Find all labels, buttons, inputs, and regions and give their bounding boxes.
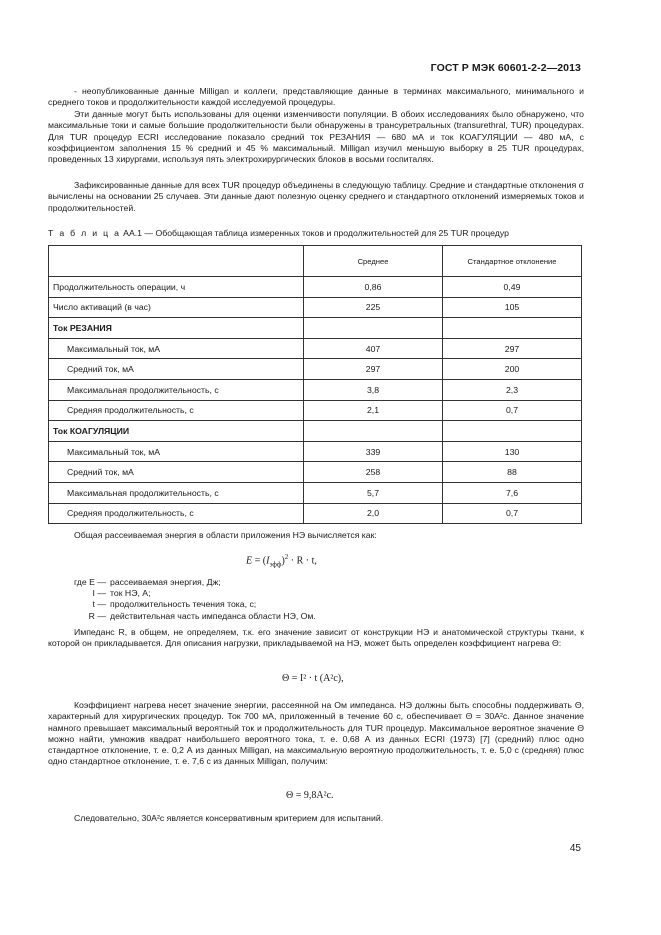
definition-row: t — продолжительность течения тока, с;	[92, 599, 257, 610]
page-number: 45	[569, 843, 581, 854]
summary-table	[48, 245, 582, 524]
header-cell-mean: Среднее	[304, 246, 443, 277]
row-label: Максимальный ток, мА	[49, 338, 304, 359]
row-sd: 200	[443, 359, 582, 380]
row-label: Средний ток, мА	[49, 462, 304, 483]
table-row	[49, 359, 582, 380]
paragraph-3: Зафиксированные данные для всех TUR процедур объединены в следующую таблицу. Средние и стандартные отклонения σ вычислены на основании 25 случаев. Эти данные дают полезную оценку среднего и стандартного отклонений измеряемых токов и продолжительностей.	[48, 180, 584, 213]
row-label: Максимальная продолжительность, с	[49, 482, 304, 503]
definition-row: где E — рассеиваемая энергия, Дж;	[74, 577, 221, 587]
table-row	[49, 277, 582, 298]
table-row	[49, 462, 582, 483]
row-label: Средняя продолжительность, с	[49, 503, 304, 524]
energy-equation: $E = (I_{эфф})^2 \cdot R \cdot t$,	[246, 553, 317, 569]
paragraph-7: Следовательно, 30A²c является консервативным критерием для испытаний.	[74, 813, 384, 823]
row-sd: 0,7	[443, 400, 582, 421]
header-cell-sd: Стандартное отклонение	[443, 246, 582, 277]
row-sd: 0,49	[443, 277, 582, 298]
paragraph-5: Импеданс R, в общем, не определяем, т.к. его значение зависит от конструкции НЭ и анатомической структуры ткани, к которой он прикладывается. Для описания нагрузки, прикладываемой на НЭ, может быть определен коэффициент нагрева Θ:	[48, 627, 584, 649]
row-label: Максимальный ток, мА	[49, 441, 304, 462]
row-mean: 3,8	[304, 379, 443, 400]
row-sd: 2,3	[443, 379, 582, 400]
table-row	[49, 379, 582, 400]
row-label: Средняя продолжительность, с	[49, 400, 304, 421]
row-mean: 5,7	[304, 482, 443, 503]
table-row	[49, 441, 582, 462]
definition-row: R — действительная часть импеданса области НЭ, Ом.	[88, 610, 316, 621]
paragraph-6: Коэффициент нагрева несет значение энергии, рассеянной на Ом импеданса. НЭ должны быть способны поддерживать Θ, характерный для хирургических процедур. Ток 700 мА, приложенный в течение 60 с, обеспечивает Θ = 30A²c. Данное значение намного превышает максимальный вероятный ток и продолжительность для TUR процедур. Максимальное вероятное значение Θ можно найти, умножив квадрат наибольшего вероятного тока, т. е. 0,68 А из данных ECRI (1973) [7] (средний) плюс одно стандартное отклонение, т. е. 0,2 А из данных Milligan, на максимальную вероятную продолжительность, т. е. 5,0 с (средняя) плюс одно стандартное отклонение, т. е. 7,6 с из данных Milligan, получим:	[48, 700, 584, 767]
row-mean: 297	[304, 359, 443, 380]
table-caption: Т а б л и ц а АА.1 — Обобщающая таблица измеренных токов и продолжительностей для 25 TUR процедур	[48, 228, 509, 238]
row-sd: 0,7	[443, 503, 582, 524]
table-row	[49, 503, 582, 524]
table-row	[49, 297, 582, 318]
row-mean: 258	[304, 462, 443, 483]
paragraph-4: Общая рассеиваемая энергия в области приложения НЭ вычисляется как:	[74, 530, 377, 540]
row-mean: 225	[304, 297, 443, 318]
row-mean: 0,86	[304, 277, 443, 298]
definition-row: I — ток НЭ, А;	[92, 588, 151, 599]
header-cell	[49, 246, 304, 277]
row-sd: 130	[443, 441, 582, 462]
table-row	[49, 482, 582, 503]
row-label: Средний ток, мА	[49, 359, 304, 380]
row-label: Максимальная продолжительность, с	[49, 379, 304, 400]
row-label: Продолжительность операции, ч	[49, 277, 304, 298]
result-equation: Θ = 9,8A²c.	[286, 790, 334, 801]
definitions-list	[48, 577, 316, 622]
heating-equation: Θ = I² · t (A²c),	[282, 673, 344, 684]
paragraph-2: Эти данные могут быть использованы для оценки изменчивости популяции. В обоих исследованиях было обнаружено, что максимальные токи и самые большие продолжительности были обнаружены в трансуретральных (transurethral, TUR) процедурах. Для TUR процедур ECRI исследование показало средний ток РЕЗАНИЯ — 680 мА и ток КОАГУЛЯЦИИ — 480 мА, с коэффициентом заполнения 15 % средний и 45 % максимальный. Milligan изучил меньшую выборку в 25 TUR процедурах, проведенных 13 хирургами, используя пять электрохирургических блоков в восьми госпиталях.	[48, 109, 584, 165]
row-sd: 88	[443, 462, 582, 483]
paragraph-1: - неопубликованные данные Milligan и коллеги, представляющие данные в терминах максимального, минимального и среднего токов и продолжительности каждой исследуемой процедуры.	[48, 86, 584, 108]
document-header: ГОСТ Р МЭК 60601-2-2—2013	[430, 62, 581, 74]
row-sd: 297	[443, 338, 582, 359]
row-sd	[443, 318, 582, 339]
row-sd: 105	[443, 297, 582, 318]
table-group-row	[49, 318, 582, 339]
row-label: Число активаций (в час)	[49, 297, 304, 318]
table-row	[49, 400, 582, 421]
group-label: Ток КОАГУЛЯЦИИ	[49, 421, 304, 442]
row-mean: 339	[304, 441, 443, 462]
group-label: Ток РЕЗАНИЯ	[49, 318, 304, 339]
row-mean: 407	[304, 338, 443, 359]
table-header-row	[49, 246, 582, 277]
row-mean: 2,1	[304, 400, 443, 421]
row-sd	[443, 421, 582, 442]
row-sd: 7,6	[443, 482, 582, 503]
table-group-row	[49, 421, 582, 442]
row-mean: 2,0	[304, 503, 443, 524]
table-row	[49, 338, 582, 359]
row-mean	[304, 318, 443, 339]
row-mean	[304, 421, 443, 442]
